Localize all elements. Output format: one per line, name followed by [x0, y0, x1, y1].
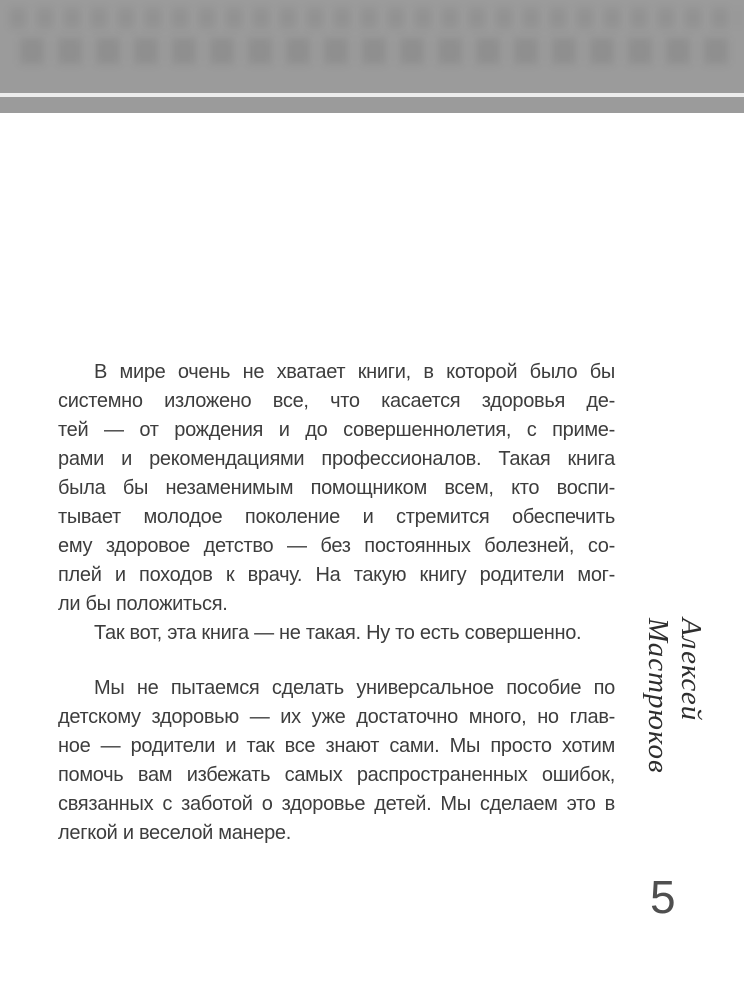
text-line: ное — родители и так все знают сами. Мы просто хотим — [58, 735, 615, 757]
text-line: плей и походов к врачу. На такую книгу родители мог- — [58, 564, 615, 586]
text-line: ему здоровое детство — без постоянных болезней, со- — [58, 535, 615, 557]
text-line: В мире очень не хватает книги, в которой было бы — [94, 361, 615, 383]
text-line: помочь вам избежать самых распространенных ошибок, — [58, 764, 615, 786]
header-gray-block — [0, 0, 744, 93]
page-number: 5 — [650, 871, 676, 923]
header-gray-stripe — [0, 97, 744, 113]
text-line: была бы незаменимым помощником всем, кто воспи- — [58, 477, 615, 499]
text-line: рами и рекомендациями профессионалов. Такая книга — [58, 448, 615, 470]
text-line: ли бы положиться. — [58, 593, 228, 615]
paragraph — [58, 619, 615, 648]
text-line: легкой и веселой манере. — [58, 822, 292, 844]
text-line: тей — от рождения и до совершеннолетия, с приме- — [58, 419, 615, 441]
text-line: детскому здоровью — их уже достаточно много, но глав- — [58, 706, 615, 728]
paragraph — [58, 358, 615, 619]
paragraph — [58, 674, 615, 848]
text-line: связанных с заботой о здоровье детей. Мы сделаем это в — [58, 793, 615, 815]
page-text — [58, 358, 615, 848]
text-line: Так вот, эта книга — не такая. Ну то есть совершенно. — [94, 622, 582, 644]
text-line: тывает молодое поколение и стремится обеспечить — [58, 506, 615, 528]
text-line: системно изложено все, что касается здоровья де- — [58, 390, 615, 412]
text-line: Мы не пытаемся сделать универсальное пособие по — [94, 677, 615, 699]
margin-author-name: Алексей Мастрюков — [642, 618, 707, 774]
